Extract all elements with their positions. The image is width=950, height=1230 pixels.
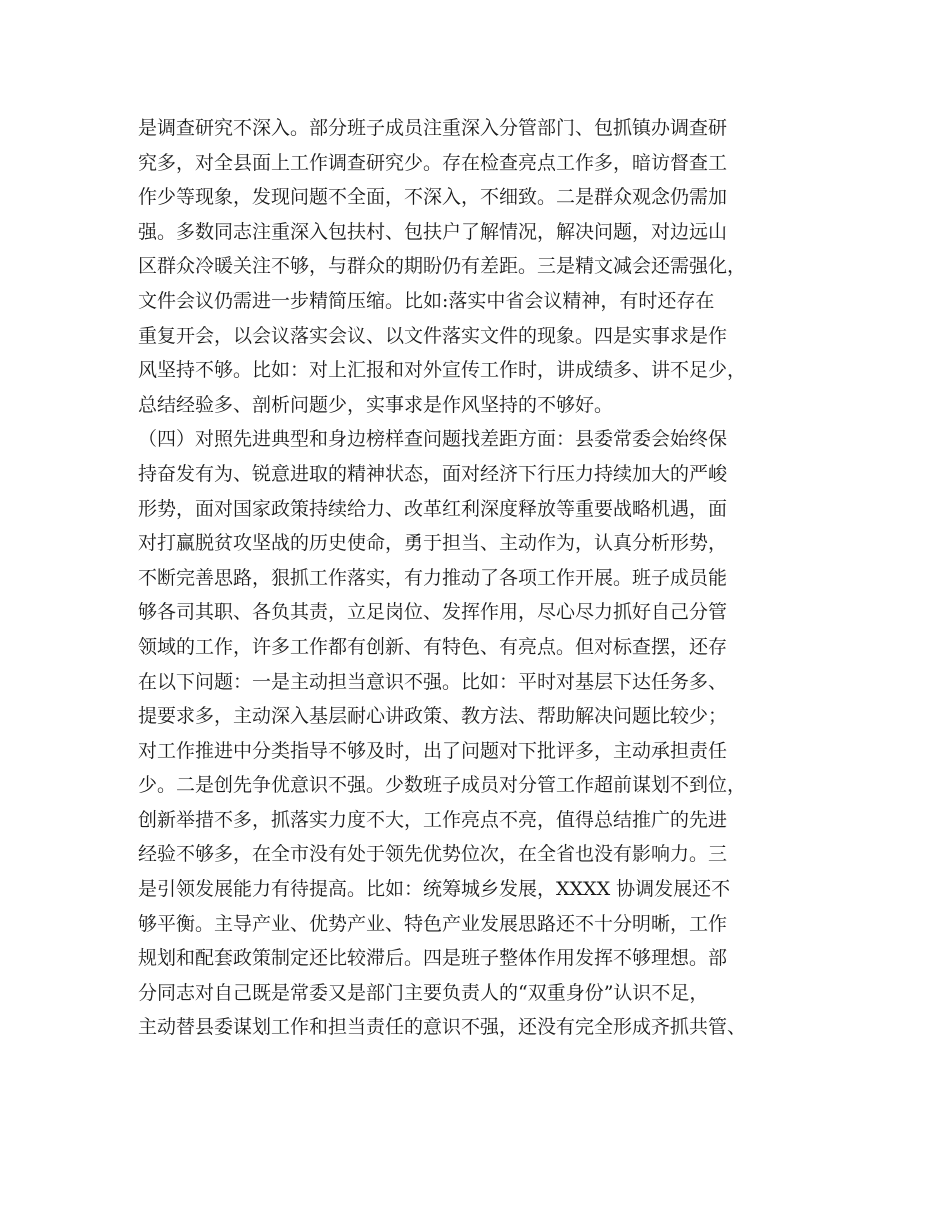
text-line-7: 重复开会，以会议落实会议、以文件落实文件的现象。四是实事求是作 <box>138 324 728 347</box>
text-line-27: 主动替县委谋划工作和担当责任的意识不强，还没有完全形成齐抓共管、 <box>138 1016 747 1039</box>
text-line-20: 少。二是创先争优意识不强。少数班子成员对分管工作超前谋划不到位， <box>138 774 747 797</box>
text-line-15: 够各司其职、各负其责，立足岗位、发挥作用，尽心尽力抓好自己分管 <box>138 601 728 624</box>
body-text <box>138 111 838 1045</box>
section-heading-line: （四）对照先进典型和身边榜样查问题找差距方面：县委常委会始终保 <box>138 428 728 451</box>
text-line-9: 总结经验多、剖析问题少，实事求是作风坚持的不够好。 <box>138 393 614 416</box>
text-line-12: 形势，面对国家政策持续给力、改革红利深度释放等重要战略机遇，面 <box>138 497 728 520</box>
text-line-22: 经验不够多，在全市没有处于领先优势位次，在全省也没有影响力。三 <box>138 843 728 866</box>
text-line-25: 规划和配套政策制定还比较滞后。四是班子整体作用发挥不够理想。部 <box>138 947 728 970</box>
text-line-24: 够平衡。主导产业、优势产业、特色产业发展思路还不十分明晰，工作 <box>138 912 728 935</box>
text-line-21: 创新举措不多，抓落实力度不大，工作亮点不亮，值得总结推广的先进 <box>138 808 728 831</box>
text-line-13: 对打赢脱贫攻坚战的历史使命，勇于担当、主动作为，认真分析形势， <box>138 532 728 555</box>
text-line-19: 对工作推进中分类指导不够及时，出了问题对下批评多，主动承担责任 <box>138 739 728 762</box>
text-line-5: 区群众冷暖关注不够，与群众的期盼仍有差距。三是精文减会还需强化， <box>138 255 747 278</box>
text-line-14: 不断完善思路，狠抓工作落实，有力推动了各项工作开展。班子成员能 <box>138 566 728 589</box>
text-line-8: 风坚持不够。比如：对上汇报和对外宣传工作时，讲成绩多、讲不足少， <box>138 359 747 382</box>
text-line-6: 文件会议仍需进一步精简压缩。比如:落实中省会议精神，有时还存在 <box>138 289 715 312</box>
text-line-11: 持奋发有为、锐意进取的精神状态，面对经济下行压力持续加大的严峻 <box>138 462 728 485</box>
text-line-17: 在以下问题：一是主动担当意识不强。比如：平时对基层下达任务多、 <box>138 670 728 693</box>
text-line-1: 是调查研究不深入。部分班子成员注重深入分管部门、包抓镇办调查研 <box>138 117 728 139</box>
text-line-3: 作少等现象，发现问题不全面，不深入，不细致。二是群众观念仍需加 <box>138 186 728 209</box>
text-line-18: 提要求多，主动深入基层耐心讲政策、教方法、帮助解决问题比较少； <box>138 705 728 728</box>
text-line-4: 强。多数同志注重深入包扶村、包扶户了解情况，解决问题，对边远山 <box>138 220 728 243</box>
text-line-23: 是引领发展能力有待提高。比如：统筹城乡发展，XXXX 协调发展还不 <box>138 878 731 901</box>
text-line-16: 领域的工作，许多工作都有创新、有特色、有亮点。但对标查摆，还存 <box>138 635 728 658</box>
text-line-26: 分同志对自己既是常委又是部门主要负责人的“双重身份”认识不足， <box>138 981 709 1004</box>
text-line-2: 究多，对全县面上工作调查研究少。存在检查亮点工作多，暗访督查工 <box>138 151 728 174</box>
